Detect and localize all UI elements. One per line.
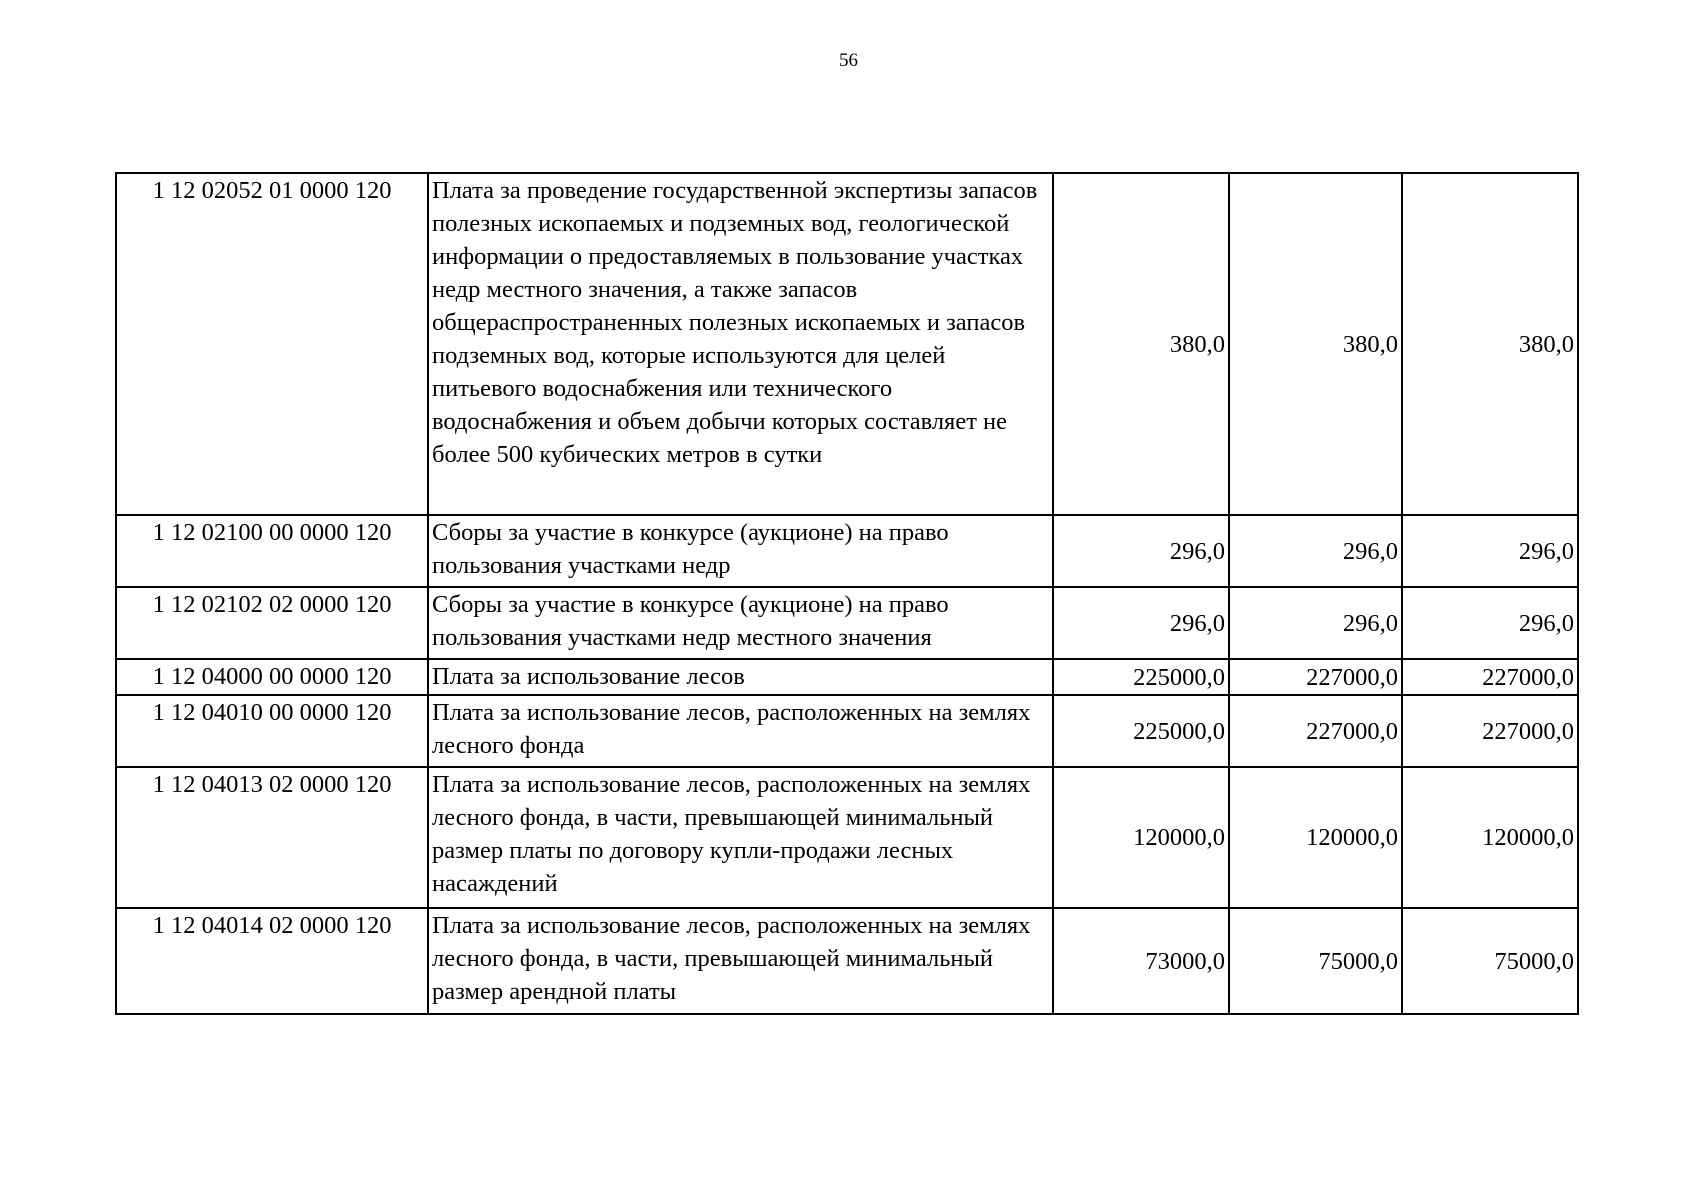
- amount-year-3: 380,0: [1402, 173, 1578, 515]
- amount-year-1: 73000,0: [1053, 908, 1229, 1014]
- amount-year-3: 227000,0: [1402, 659, 1578, 695]
- amount-year-3: 296,0: [1402, 587, 1578, 659]
- amount-year-3: 120000,0: [1402, 767, 1578, 908]
- revenue-description: Плата за использование лесов, расположенных на землях лесного фонда, в части, превышающей минимальный размер платы по договору купли-продажи лесных насаждений: [428, 767, 1053, 908]
- amount-year-2: 120000,0: [1229, 767, 1402, 908]
- amount-year-2: 75000,0: [1229, 908, 1402, 1014]
- amount-year-2: 380,0: [1229, 173, 1402, 515]
- budget-code: 1 12 04014 02 0000 120: [116, 908, 428, 1014]
- amount-year-2: 296,0: [1229, 587, 1402, 659]
- revenue-description: Плата за использование лесов, расположенных на землях лесного фонда, в части, превышающей минимальный размер арендной платы: [428, 908, 1053, 1014]
- budget-code: 1 12 04000 00 0000 120: [116, 659, 428, 695]
- table-row: [116, 908, 1578, 1014]
- amount-year-1: 225000,0: [1053, 695, 1229, 767]
- amount-year-2: 227000,0: [1229, 659, 1402, 695]
- page-number: 56: [839, 50, 858, 71]
- amount-year-1: 120000,0: [1053, 767, 1229, 908]
- revenue-description: Плата за использование лесов, расположенных на землях лесного фонда: [428, 695, 1053, 767]
- amount-year-3: 296,0: [1402, 515, 1578, 587]
- budget-table: [115, 172, 1579, 1015]
- table-row: [116, 515, 1578, 587]
- budget-code: 1 12 04013 02 0000 120: [116, 767, 428, 908]
- table-row: [116, 695, 1578, 767]
- amount-year-3: 75000,0: [1402, 908, 1578, 1014]
- table-row: [116, 767, 1578, 908]
- amount-year-1: 296,0: [1053, 587, 1229, 659]
- budget-code: 1 12 02102 02 0000 120: [116, 587, 428, 659]
- revenue-description: Сборы за участие в конкурсе (аукционе) на право пользования участками недр: [428, 515, 1053, 587]
- table-row: [116, 659, 1578, 695]
- amount-year-1: 225000,0: [1053, 659, 1229, 695]
- amount-year-2: 296,0: [1229, 515, 1402, 587]
- budget-code: 1 12 02052 01 0000 120: [116, 173, 428, 515]
- budget-code: 1 12 02100 00 0000 120: [116, 515, 428, 587]
- amount-year-2: 227000,0: [1229, 695, 1402, 767]
- table-row: [116, 173, 1578, 515]
- revenue-description: Плата за проведение государственной экспертизы запасов полезных ископаемых и подземных вод, геологической информации о предоставляемых в пользование участках недр местного значения, а также запасов общераспространенных полезных ископаемых и запасов подземных вод, которые используются для целей питьевого водоснабжения или технического водоснабжения и объем добычи которых составляет не более 500 кубических метров в сутки: [428, 173, 1053, 515]
- revenue-description: Сборы за участие в конкурсе (аукционе) на право пользования участками недр местного значения: [428, 587, 1053, 659]
- budget-code: 1 12 04010 00 0000 120: [116, 695, 428, 767]
- amount-year-3: 227000,0: [1402, 695, 1578, 767]
- revenue-description: Плата за использование лесов: [428, 659, 1053, 695]
- amount-year-1: 380,0: [1053, 173, 1229, 515]
- amount-year-1: 296,0: [1053, 515, 1229, 587]
- table-row: [116, 587, 1578, 659]
